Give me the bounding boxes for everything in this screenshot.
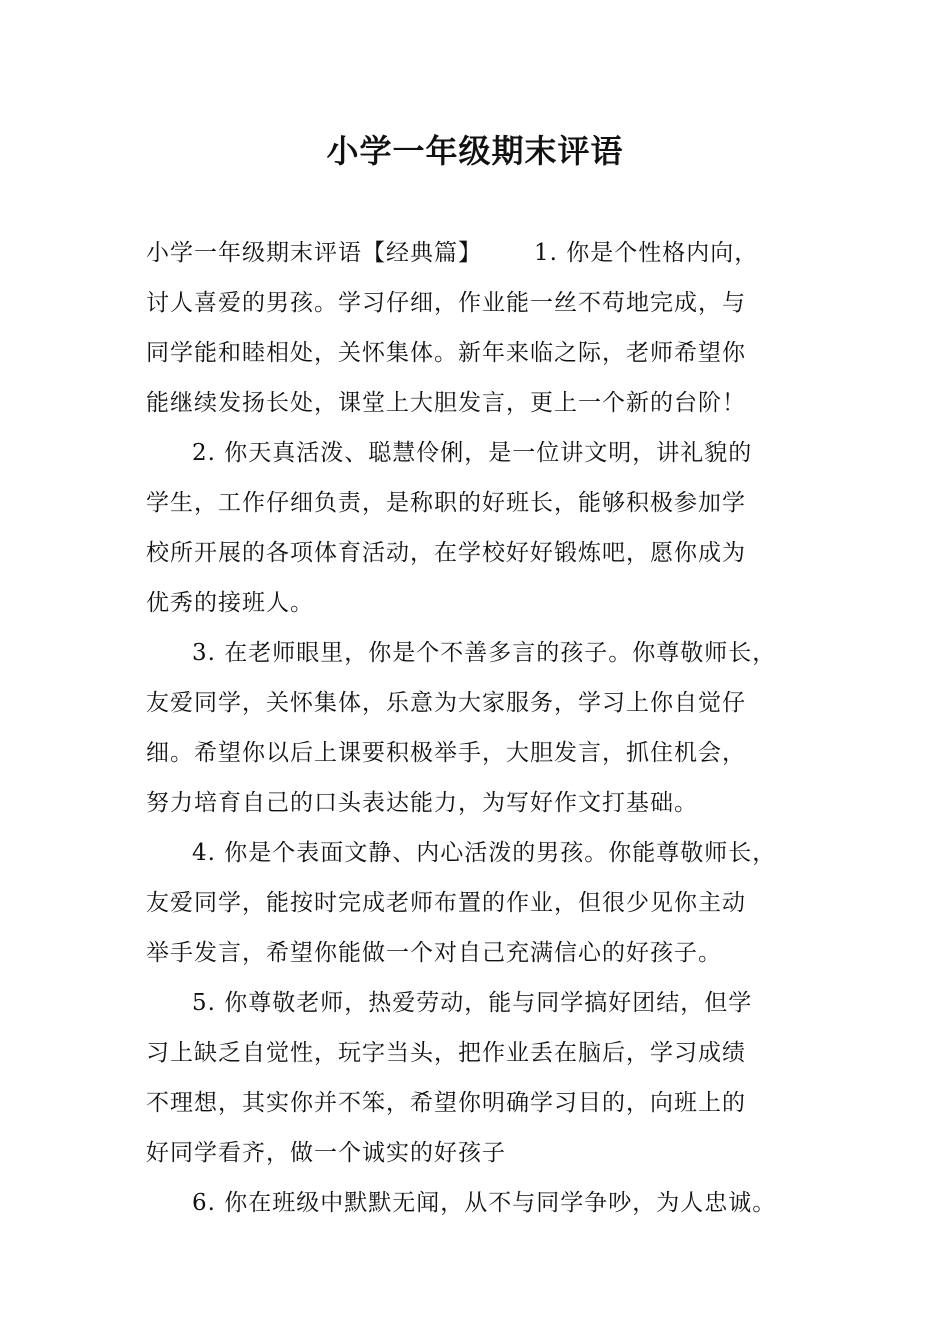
text-line: 细。希望你以后上课要积极举手，大胆发言，抓住机会， bbox=[146, 740, 746, 766]
text-line: 同学能和睦相处，关怀集体。新年来临之际，老师希望你 bbox=[146, 340, 746, 366]
text-line: 努力培育自己的口头表达能力，为写好作文打基础。 bbox=[146, 790, 698, 816]
paragraph-start-line: 5. 你尊敬老师，热爱劳动，能与同学搞好团结，但学 bbox=[192, 990, 753, 1016]
text-line: 好同学看齐，做一个诚实的好孩子 bbox=[146, 1140, 506, 1166]
text-line: 校所开展的各项体育活动，在学校好好锻炼吧，愿你成为 bbox=[146, 540, 746, 566]
text-line: 不理想，其实你并不笨，希望你明确学习目的，向班上的 bbox=[146, 1090, 746, 1116]
text-line: 讨人喜爱的男孩。学习仔细，作业能一丝不苟地完成，与 bbox=[146, 290, 746, 316]
document-title: 小学一年级期末评语 bbox=[326, 132, 624, 170]
paragraph-start-line: 3. 在老师眼里，你是个不善多言的孩子。你尊敬师长， bbox=[192, 640, 777, 666]
text-line: 优秀的接班人。 bbox=[146, 590, 314, 616]
text-line: 举手发言，希望你能做一个对自己充满信心的好孩子。 bbox=[146, 940, 722, 966]
paragraph-start-line: 2. 你天真活泼、聪慧伶俐，是一位讲文明，讲礼貌的 bbox=[192, 440, 753, 466]
line-continuation: 1. 你是个性格内向， bbox=[534, 240, 759, 266]
text-line: 友爱同学，关怀集体，乐意为大家服务，学习上你自觉仔 bbox=[146, 690, 746, 716]
text-line: 能继续发扬长处，课堂上大胆发言，更上一个新的台阶！ bbox=[146, 390, 746, 416]
section-heading: 小学一年级期末评语【经典篇】 bbox=[146, 240, 482, 266]
document-body bbox=[146, 228, 836, 1228]
text-line: 学生，工作仔细负责，是称职的好班长，能够积极参加学 bbox=[146, 490, 746, 516]
text-line: 习上缺乏自觉性，玩字当头，把作业丢在脑后，学习成绩 bbox=[146, 1040, 746, 1066]
paragraph-start-line: 6. 你在班级中默默无闻，从不与同学争吵，为人忠诚。 bbox=[192, 1190, 777, 1216]
paragraph-start-line: 4. 你是个表面文静、内心活泼的男孩。你能尊敬师长， bbox=[192, 840, 777, 866]
text-line bbox=[146, 228, 836, 278]
text-line: 友爱同学，能按时完成老师布置的作业，但很少见你主动 bbox=[146, 890, 746, 916]
